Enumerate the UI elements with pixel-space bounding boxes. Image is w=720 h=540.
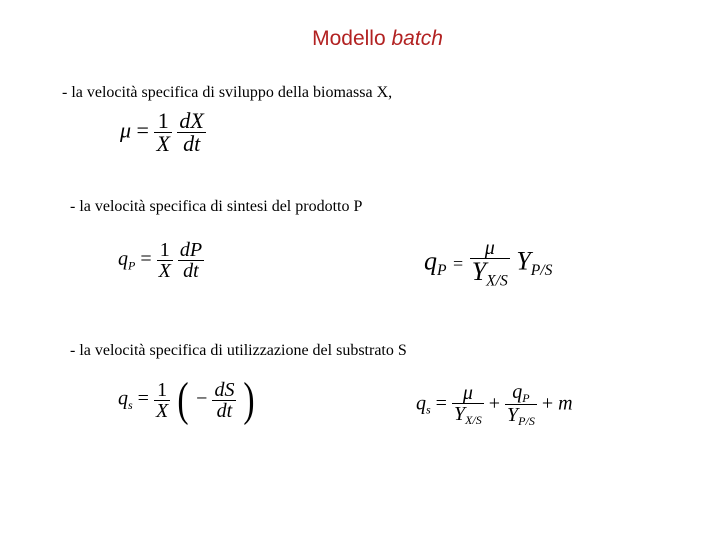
eq1-frac-1 (154, 110, 171, 155)
eq5-m: m (558, 392, 573, 415)
eq2-n1: 1 (159, 239, 170, 261)
eq4-rparen: ) (243, 373, 256, 426)
equation-substrate-rate (118, 373, 257, 426)
eq5-lhs: q (416, 392, 426, 415)
eq3-lhs: q (424, 246, 437, 276)
eq3-num: μ (484, 237, 495, 259)
eq4-d1: X (155, 399, 169, 422)
eq5-plus-2: + (541, 392, 554, 415)
eq4-lhs: q (118, 387, 128, 410)
eq5-lhs-sub: s (426, 402, 431, 417)
line-substrate: - la velocità specifica di utilizzazione del substrato S (70, 342, 407, 359)
eq5-d1: Y (453, 403, 466, 426)
eq4-minus: − (196, 387, 208, 410)
eq2-frac-2 (178, 240, 204, 281)
equation-substrate-consumption (416, 382, 573, 427)
line-biomass: - la velocità specifica di sviluppo della biomassa X, (62, 84, 393, 101)
eq5-n1: μ (462, 382, 473, 405)
eq4-n1: 1 (157, 378, 168, 401)
equation-specific-growth-rate (120, 110, 206, 155)
eq2-d1: X (158, 260, 171, 282)
eq3-rhs: Y (516, 246, 531, 276)
title-italic: batch (391, 27, 443, 50)
eq5-d2: Y (507, 404, 519, 427)
eq5-d2-sub: P/S (518, 414, 535, 429)
eq4-equals: = (137, 387, 149, 410)
eq2-lhs: q (118, 248, 128, 271)
eq1-lhs: μ (120, 117, 132, 143)
eq5-frac-2 (505, 382, 537, 427)
eq1-d2: dt (183, 131, 201, 156)
eq4-frac-1 (154, 380, 170, 421)
eq1-n1: 1 (157, 108, 169, 133)
line-product: - la velocità specifica di sintesi del prodotto P (70, 198, 363, 215)
eq1-n2: dX (179, 108, 204, 133)
eq3-lhs-sub: P (437, 261, 447, 279)
eq4-lhs-sub: s (128, 397, 133, 412)
eq4-d2: dt (216, 399, 233, 422)
title-regular: Modello (312, 27, 392, 50)
eq3-equals: = (453, 253, 464, 274)
equation-product-yield (424, 238, 552, 289)
eq2-n2: dP (179, 239, 203, 261)
eq5-plus: + (488, 392, 501, 415)
eq1-d1: X (156, 131, 170, 156)
eq2-equals: = (140, 248, 152, 271)
eq5-n2-sub: P (522, 391, 530, 406)
eq5-n2: q (512, 381, 523, 403)
eq2-d2: dt (183, 260, 199, 282)
equation-product-rate (118, 240, 204, 281)
eq3-frac (470, 238, 510, 289)
eq3-rhs-sub: P/S (530, 261, 553, 279)
eq4-n2: dS (214, 378, 235, 401)
slide-title (0, 27, 720, 51)
eq3-den: Y (471, 257, 487, 286)
eq5-d1-sub: X/S (465, 413, 482, 428)
eq4-lparen: ( (177, 373, 189, 426)
eq1-equals: = (136, 117, 149, 143)
eq3-den-sub: X/S (486, 272, 508, 290)
eq1-frac-2 (177, 110, 205, 155)
eq5-frac-1 (452, 383, 484, 426)
eq2-lhs-sub: P (128, 258, 136, 273)
eq4-frac-2 (212, 380, 236, 421)
eq2-frac-1 (157, 240, 173, 281)
eq5-equals: = (435, 392, 447, 415)
